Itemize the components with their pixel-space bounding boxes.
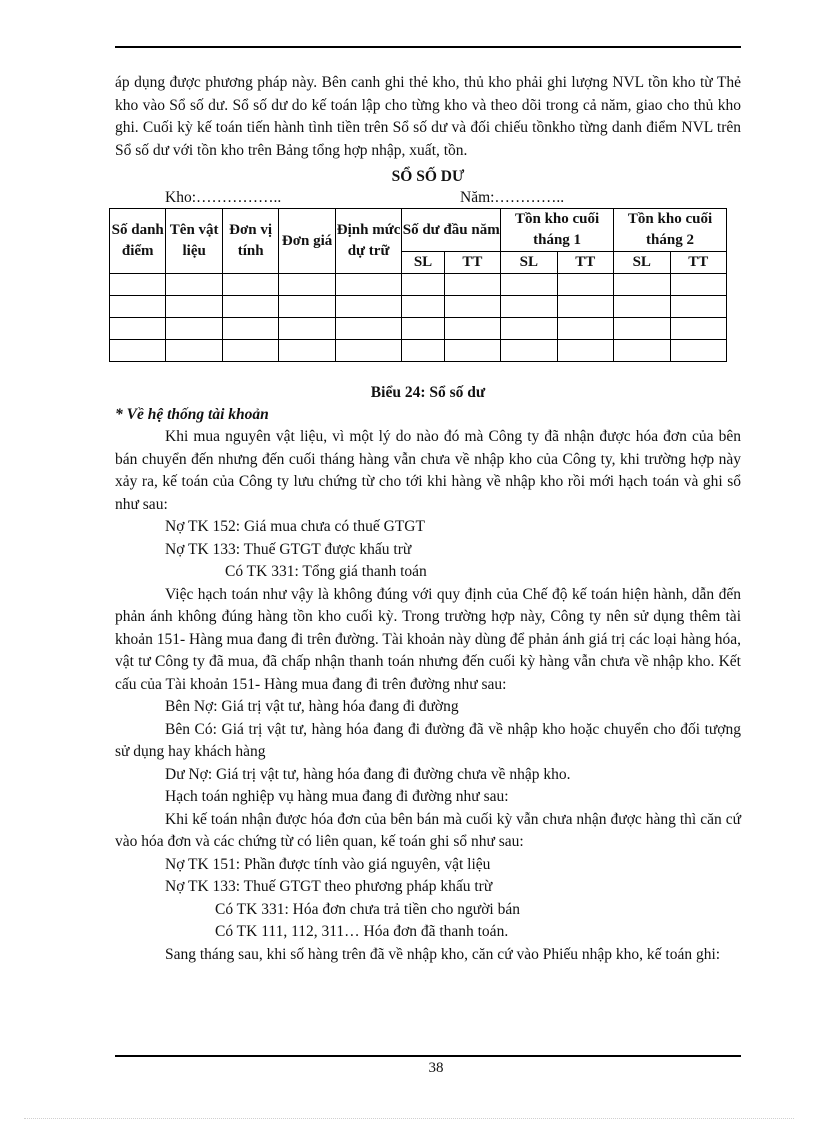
- col-so-du-dau-nam: Số dư đầu năm: [402, 209, 501, 252]
- ledger-title: SỔ SỐ DƯ: [391, 168, 465, 185]
- section-title: * Về hệ thống tài khoản: [115, 406, 269, 423]
- header-rule: [115, 46, 741, 48]
- paragraph: Khi mua nguyên vật liệu, vì một lý do nào đó mà Công ty đã nhận được hóa đơn của bên bán chuyển đến nhưng đến cuối tháng hàng vẫn chưa về nhập kho của Công ty, khi trường hợp này xảy ra, kế toán của Công ty lưu chứng từ cho tới khi hàng về nhập kho rồi mới hạch toán và ghi sổ như sau:: [115, 428, 741, 513]
- col-so-danh-diem: Số danh điểm: [110, 209, 166, 274]
- entry-line: Nợ TK 152: Giá mua chưa có thuế GTGT: [165, 518, 425, 535]
- entry-line: Nợ TK 133: Thuế GTGT được khấu trừ: [165, 540, 412, 558]
- sub-sl: SL: [501, 252, 557, 274]
- intro-paragraph: áp dụng được phương pháp này. Bên canh ghi thẻ kho, thủ kho phải ghi lượng NVL tồn kho từ Thẻ kho vào Sổ số dư. Sổ số dư do kế toán lập cho từng kho và theo dõi trong cả năm, giao cho thủ kho ghi. Cuối kỳ kế toán tiến hành tình tiền trên Sổ số dư và đối chiếu tồnkho từng danh điểm NVL trên Sổ số dư với tồn kho trên Bảng tổng hợp nhập, xuất, tồn.: [115, 74, 741, 159]
- sub-sl: SL: [614, 252, 670, 274]
- nam-label: Năm:…………..: [460, 189, 565, 206]
- ledger-caption: Biểu 24: Sổ số dư: [370, 384, 486, 401]
- col-ton-kho-thang-2: Tồn kho cuối tháng 2: [614, 209, 727, 252]
- page-content: [111, 72, 741, 966]
- sub-tt: TT: [670, 252, 727, 274]
- paragraph: Bên Nợ: Giá trị vật tư, hàng hóa đang đi đường: [165, 698, 459, 715]
- ledger-table: [109, 208, 727, 362]
- entry-line: Nợ TK 151: Phần được tính vào giá nguyên, vật liệu: [165, 855, 491, 873]
- col-ton-kho-thang-1: Tồn kho cuối tháng 1: [501, 209, 614, 252]
- page-number: 38: [428, 1060, 444, 1076]
- paragraph: Hạch toán nghiệp vụ hàng mua đang đi đường như sau:: [165, 788, 509, 805]
- entry-line: Có TK 331: Hóa đơn chưa trả tiền cho người bán: [215, 900, 520, 918]
- sub-sl: SL: [402, 252, 444, 274]
- paragraph: Sang tháng sau, khi số hàng trên đã về nhập kho, căn cứ vào Phiếu nhập kho, kế toán ghi:: [165, 945, 721, 963]
- paragraph: Bên Có: Giá trị vật tư, hàng hóa đang đi đường đã về nhập kho hoặc chuyển cho đối tượng sử dụng hay khách hàng: [115, 720, 741, 760]
- table-row: [110, 274, 727, 296]
- sub-tt: TT: [444, 252, 500, 274]
- footer-rule: [115, 1055, 741, 1057]
- col-ten-vat-lieu: Tên vật liệu: [166, 209, 222, 274]
- col-don-gia: Đơn giá: [279, 209, 335, 274]
- col-don-vi-tinh: Đơn vị tính: [222, 209, 278, 274]
- table-row: [110, 340, 727, 362]
- col-dinh-muc: Định mức dự trữ: [335, 209, 402, 274]
- table-row: [110, 296, 727, 318]
- ledger-meta: [115, 188, 741, 208]
- page-edge: [24, 1118, 794, 1119]
- paragraph: Việc hạch toán như vậy là không đúng với quy định của Chế độ kế toán hiện hành, dẫn đến phản ánh không đúng hàng tồn kho cuối kỳ. Trong trường hợp này, Công ty nên sử dụng thêm tài khoản 151- Hàng mua đang đi trên đường. Tài khoản này dùng để phản ánh giá trị các loại hàng hóa, vật tư Công ty đã mua, đã chấp nhận thanh toán nhưng đến cuối kỳ hàng vẫn chưa về nhập kho. Kết cấu của Tài khoản 151- Hàng mua đang đi trên đường như sau:: [115, 585, 741, 693]
- kho-label: Kho:……………..: [165, 189, 282, 206]
- entry-line: Nợ TK 133: Thuế GTGT theo phương pháp khấu trừ: [165, 878, 493, 895]
- table-row: [110, 318, 727, 340]
- paragraph: Khi kế toán nhận được hóa đơn của bên bán mà cuối kỳ vẫn chưa nhận được hàng thì căn cứ vào hóa đơn và các chứng từ có liên quan, kế toán ghi sổ như sau:: [115, 810, 741, 850]
- entry-line: Có TK 331: Tổng giá thanh toán: [225, 563, 427, 580]
- sub-tt: TT: [557, 252, 613, 274]
- paragraph: Dư Nợ: Giá trị vật tư, hàng hóa đang đi đường chưa về nhập kho.: [165, 765, 571, 783]
- entry-line: Có TK 111, 112, 311… Hóa đơn đã thanh toán.: [215, 923, 509, 940]
